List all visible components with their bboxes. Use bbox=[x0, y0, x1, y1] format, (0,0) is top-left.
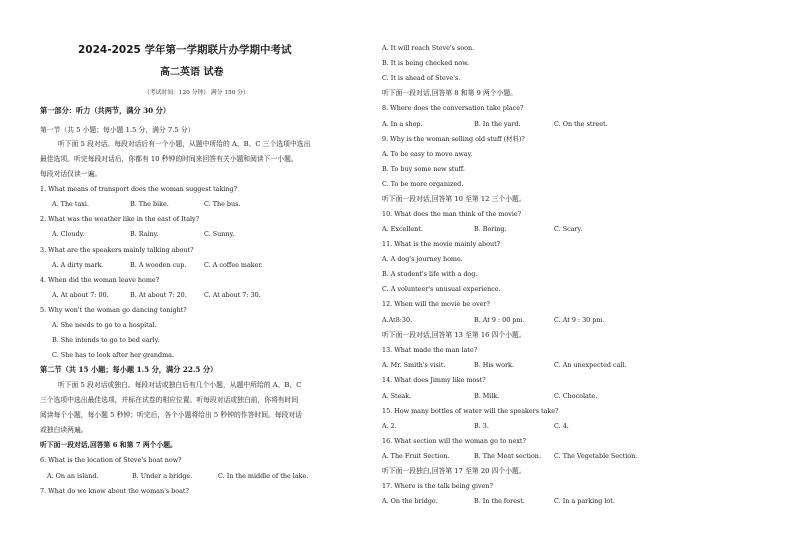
option: B. In the yard. bbox=[474, 120, 521, 128]
option: C. The bus. bbox=[204, 200, 241, 208]
option: A. On an island. bbox=[47, 472, 99, 480]
question-1: 1. What means of transport does the woman suggest taking? bbox=[40, 185, 237, 193]
question-4: 4. When did the woman leave home? bbox=[40, 276, 160, 284]
question-17: 17. Where is the talk being given? bbox=[382, 482, 493, 490]
option: C. At 9 : 30 pm. bbox=[554, 316, 605, 324]
option: A. A dog's journey home. bbox=[382, 255, 463, 263]
option: A. A dirty mark. bbox=[52, 261, 104, 269]
question-12: 12. When will the movie be over? bbox=[382, 300, 490, 308]
option: C. The Vegetable Section. bbox=[554, 452, 638, 460]
option: A. Steak. bbox=[382, 392, 412, 400]
question-3: 3. What are the speakers mainly talking about? bbox=[40, 246, 194, 254]
option: A.At8:30. bbox=[382, 316, 413, 324]
option: B. Under a bridge. bbox=[132, 472, 193, 480]
exam-info: （考试时间：120 分钟） 满分 150 分） bbox=[144, 90, 249, 96]
option: B. At about 7: 20. bbox=[130, 291, 187, 299]
question-15: 15. How many bottles of water will the speakers take? bbox=[382, 407, 559, 415]
option: C. A volunteer's unusual experience. bbox=[382, 285, 501, 293]
option: B. It is being checked now. bbox=[382, 59, 469, 67]
option: A. In a shop. bbox=[382, 120, 423, 128]
listen-instruction: 听下面一段对话,回答第 10 至第 12 三个小题。 bbox=[382, 195, 526, 203]
section2-instruction: 或独白读两遍。 bbox=[40, 426, 88, 434]
section1-instruction: 最佳选项。听完每段对话后，你都有 10 秒钟的时间来回答有关小题和阅读下一小题。 bbox=[40, 155, 298, 163]
option: C. Sunny. bbox=[204, 230, 235, 238]
option: B. His work. bbox=[474, 361, 514, 369]
listen-instruction: 听下面一段对话,回答第 13 至第 16 四个小题。 bbox=[382, 331, 526, 339]
option: C. Scary. bbox=[554, 225, 583, 233]
section2-instruction: 三个选项中选出最佳选项，并标在试卷的相应位置。听每段对话或独白前，你将有时间 bbox=[40, 396, 299, 404]
option: C. On the street. bbox=[554, 120, 608, 128]
option: B. 3. bbox=[474, 422, 489, 430]
option: C. At about 7: 30. bbox=[204, 291, 261, 299]
option: B. The bike. bbox=[130, 200, 169, 208]
option: C. It is ahead of Steve's. bbox=[382, 74, 461, 82]
option: C. 4. bbox=[554, 422, 569, 430]
option: A. Mr. Smith's visit. bbox=[382, 361, 446, 369]
listen-instruction: 听下面一段对话,回答第 8 和第 9 两个小题。 bbox=[382, 89, 517, 97]
section1-heading: 第一节（共 5 小题；每小题 1.5 分，满分 7.5 分） bbox=[40, 126, 195, 134]
option: C. She has to look after her grandma. bbox=[52, 351, 175, 359]
option: C. A coffee maker. bbox=[204, 261, 263, 269]
question-6: 6. What is the location of Steve's boat now? bbox=[40, 456, 182, 464]
exam-subtitle: 高二英语 试卷 bbox=[160, 67, 224, 78]
exam-title: 2024-2025 学年第一学期联片办学期中考试 bbox=[78, 44, 292, 56]
option: A. To be easy to move away. bbox=[382, 150, 473, 158]
question-13: 13. What made the man late? bbox=[382, 346, 478, 354]
option: A. She needs to go to a hospital. bbox=[52, 321, 157, 329]
question-5: 5. Why won't the woman go dancing tonight? bbox=[40, 306, 187, 314]
option: C. In the middle of the lake. bbox=[218, 472, 309, 480]
option: B. To buy some new stuff. bbox=[382, 165, 465, 173]
section1-instruction: 听下面 5 段对话。每段对话后有一个小题，从题中所给的 A、B、C 三个选项中选出 bbox=[58, 140, 311, 148]
option: B. Boring. bbox=[474, 225, 507, 233]
question-7: 7. What do we know about the woman's boat? bbox=[40, 487, 189, 495]
option: A. At about 7: 00. bbox=[52, 291, 109, 299]
option: A. The Fruit Section. bbox=[382, 452, 450, 460]
option: B. Rainy. bbox=[130, 230, 159, 238]
listen-instruction: 听下面一段对话,回答第 6 和第 7 两个小题。 bbox=[40, 441, 177, 449]
question-10: 10. What does the man think of the movie? bbox=[382, 210, 522, 218]
option: A. Cloudy. bbox=[52, 230, 85, 238]
option: A. On the bridge. bbox=[382, 497, 438, 505]
section2-instruction: 阅读每个小题，每小题 5 秒钟；听完后，各个小题将给出 5 秒钟的作答时间。每段对话 bbox=[40, 411, 302, 419]
option: B. The Meat section. bbox=[474, 452, 541, 460]
listen-instruction: 听下面一段独白,回答第 17 至第 20 四个小题。 bbox=[382, 467, 526, 475]
question-14: 14. What does Jimmy like most? bbox=[382, 376, 486, 384]
part1-heading: 第一部分：听力（共两节，满分 30 分） bbox=[40, 106, 171, 115]
option: B. A student's life with a dog. bbox=[382, 270, 478, 278]
option: A. The taxi. bbox=[52, 200, 89, 208]
option: B. Milk. bbox=[474, 392, 500, 400]
option: C. Chocolate. bbox=[554, 392, 598, 400]
question-8: 8. Where does the conversation take place? bbox=[382, 104, 524, 112]
option: B. A wooden cup. bbox=[130, 261, 187, 269]
question-2: 2. What was the weather like in the east of Italy? bbox=[40, 215, 200, 223]
question-9: 9. Why is the woman selling old stuff (材料)? bbox=[382, 135, 525, 143]
section2-instruction: 听下面 5 段对话或独白。每段对话或独白后有几个小题，从题中所给的 A、B、C bbox=[58, 381, 302, 389]
option: C. To be more organized. bbox=[382, 180, 464, 188]
option: B. In the forest. bbox=[474, 497, 525, 505]
question-16: 16. What section will the woman go to next? bbox=[382, 437, 526, 445]
option: C. In a parking lot. bbox=[554, 497, 615, 505]
option: A. 2. bbox=[382, 422, 397, 430]
option: C. An unexpected call. bbox=[554, 361, 627, 369]
option: B. At 9 : 00 pm. bbox=[474, 316, 525, 324]
question-11: 11. What is the movie mainly about? bbox=[382, 240, 501, 248]
option: A. It will reach Steve's soon. bbox=[382, 44, 475, 52]
section1-instruction: 每段对话仅读一遍。 bbox=[40, 170, 102, 178]
section2-heading: 第二节（共 15 小题；每小题 1.5 分，满分 22.5 分） bbox=[40, 365, 218, 374]
option: A. Excellent. bbox=[382, 225, 423, 233]
option: B. She intends to go to bed early. bbox=[52, 336, 160, 344]
